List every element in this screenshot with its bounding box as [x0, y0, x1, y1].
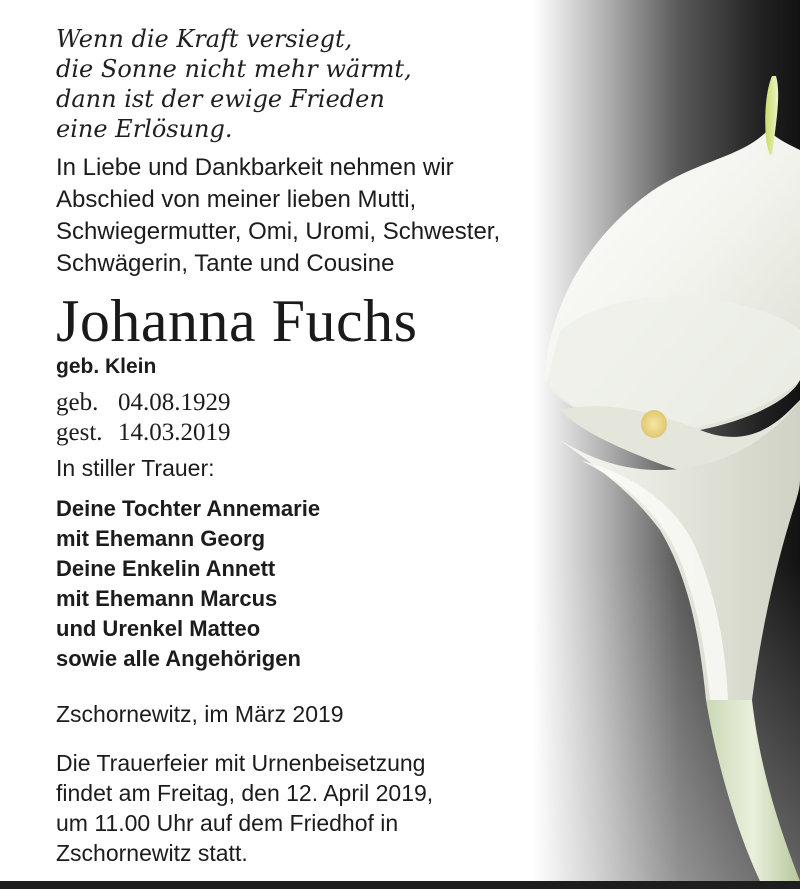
intro-line: Schwiegermutter, Omi, Uromi, Schwester, [56, 218, 501, 245]
intro-line: Schwägerin, Tante und Cousine [56, 250, 395, 277]
place-and-date: Zschornewitz, im März 2019 [56, 701, 344, 727]
mourner-entry: Deine Enkelin Annett [56, 556, 276, 581]
birth-date: 04.08.1929 [118, 389, 231, 416]
funeral-notice [56, 748, 433, 868]
intro-line: Abschied von meiner lieben Mutti, [56, 186, 417, 213]
mourning-label: In stiller Trauer: [56, 455, 215, 481]
mourner-entry: mit Ehemann Marcus [56, 586, 278, 611]
death-date: 14.03.2019 [118, 419, 231, 446]
motto-line: dann ist der ewige Frieden [56, 85, 385, 113]
funeral-line: findet am Freitag, den 12. April 2019, [56, 780, 434, 806]
motto-line: eine Erlösung. [56, 115, 233, 143]
mourner-entry: sowie alle Angehörigen [56, 646, 301, 671]
farewell-intro [56, 152, 500, 280]
life-dates [56, 388, 231, 448]
death-date-row [56, 418, 231, 448]
maiden-name: geb. Klein [56, 355, 157, 378]
funeral-line: Zschornewitz statt. [56, 840, 248, 866]
mourner-entry: mit Ehemann Georg [56, 526, 266, 551]
motto-line: Wenn die Kraft versiegt, [56, 25, 353, 53]
intro-line: In Liebe und Dankbarkeit nehmen wir [56, 154, 454, 181]
mourners-list [56, 494, 320, 674]
deceased-name: Johanna Fuchs [56, 288, 418, 354]
mourner-entry: Deine Tochter Annemarie [56, 496, 321, 521]
mourner-entry: und Urenkel Matteo [56, 616, 261, 641]
death-label: gest. [56, 419, 103, 446]
funeral-line: um 11.00 Uhr auf dem Friedhof in [56, 810, 399, 836]
birth-date-row [56, 388, 231, 418]
birth-label: geb. [56, 389, 99, 416]
motto-line: die Sonne nicht mehr wärmt, [56, 55, 412, 83]
funeral-line: Die Trauerfeier mit Urnenbeisetzung [56, 750, 426, 776]
motto-verse [56, 24, 412, 144]
